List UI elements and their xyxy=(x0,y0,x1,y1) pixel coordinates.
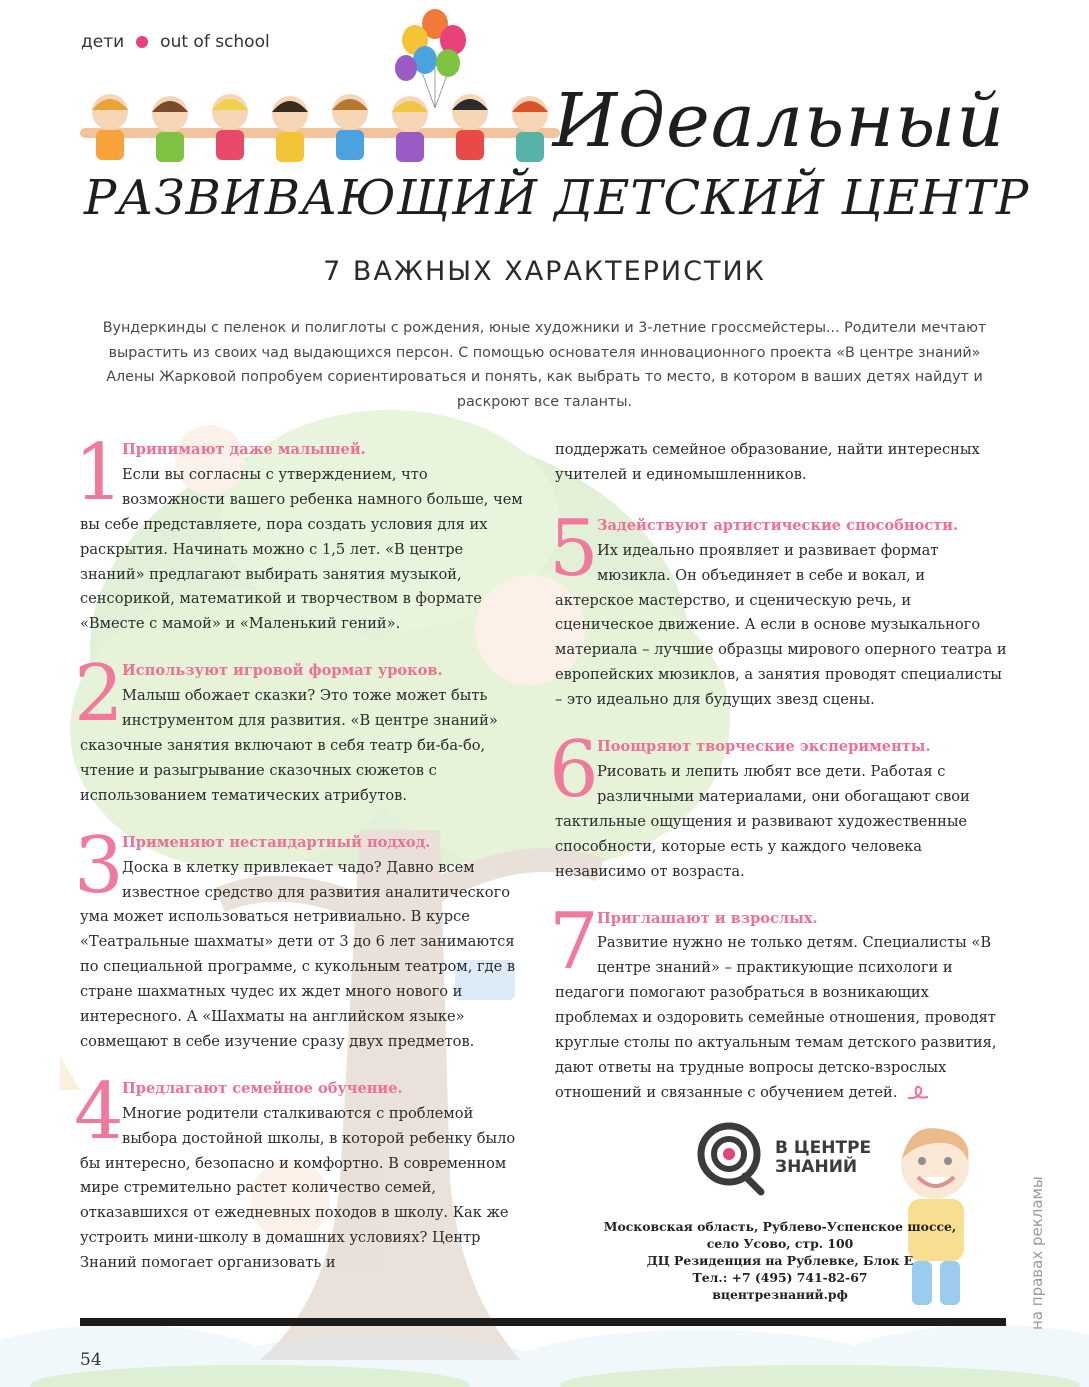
item-heading: Принимают даже малышей. xyxy=(122,441,366,458)
item-text: Рисовать и лепить любят все дети. Работая с различными материалами, они обогащают свои тактильные ощущения и развивают художественные способности, которые есть у каждого человека независимо от возраста. xyxy=(555,762,970,880)
page-subtitle: РАЗВИВАЮЩИЙ ДЕТСКИЙ ЦЕНТР xyxy=(84,170,1030,226)
address-block xyxy=(590,1218,970,1303)
item-text: Если вы согласны с утверждением, что возможности вашего ребенка намного больше, чем вы себе представляете, пора создать условия для их раскрытия. Начинать можно с 1,5 лет. «В центре знаний» предлагают выбирать занятия музыкой, сенсорикой, математикой и творчеством в формате «Вместе с мамой» и «Маленький гений». xyxy=(80,465,523,633)
item-text: Их идеально проявляет и развивает формат мюзикла. Он объединяет в себе и вокал, и актерское мастерство, и сценическую речь, и сценическое движение. А если в основе музыкального материала – лучшие образцы мирового оперного театра и европейских мюзиклов, а занятия проводят специалисты – это идеально для будущих звезд сцены. xyxy=(555,541,1007,709)
list-item xyxy=(74,649,532,808)
logo-text xyxy=(775,1139,871,1177)
kids-chain-illustration xyxy=(80,90,560,170)
item-number: 3 xyxy=(74,820,124,911)
list-item xyxy=(549,896,1007,1106)
logo-target-icon xyxy=(695,1118,767,1198)
page-title: Идеальный xyxy=(552,78,1005,164)
intro-paragraph: Вундеркинды с пеленок и полиглоты с рождения, юные художники и 3-летние гроссмейстеры... Родители мечтают вырастить из своих чад выдающихся персон. С помощью основателя инновационного проекта «В центре знаний» Алены Жарковой попробуем сориентироваться и понять, как выбрать то место, в котором в ваших детях найдут и раскроют все таланты. xyxy=(102,320,987,410)
item-heading: Приглашают и взрослых. xyxy=(597,909,818,927)
end-mark-icon xyxy=(906,1085,930,1101)
item-heading: Поощряют творческие эксперименты. xyxy=(597,738,931,756)
item-heading: Применяют нестандартный подход. xyxy=(122,833,431,851)
item-heading: Предлагают семейное обучение. xyxy=(122,1079,403,1097)
list-item xyxy=(549,725,1007,884)
logo-line: ЗНАНИЙ xyxy=(775,1157,858,1177)
item-text: Развитие нужно не только детям. Специалисты «В центре знаний» – практикующие психологи и педагоги помогают разобраться в возникающих проблемах и оздоровить семейные отношения, проводят круглые столы по актуальным темам детского развития, дают ответы на трудные вопросы детско-взрослых отношений и связанные с обучением детей. xyxy=(555,934,997,1101)
balloons-icon xyxy=(390,8,480,108)
right-column xyxy=(549,438,1007,1128)
subsection-label: out of school xyxy=(160,32,270,52)
item-number: 1 xyxy=(74,428,124,518)
item-number: 4 xyxy=(74,1066,124,1157)
bullet-dot-icon xyxy=(136,36,148,48)
left-column xyxy=(74,428,532,1298)
item-number: 5 xyxy=(549,503,599,594)
item-text: Многие родители сталкиваются с проблемой выбора достойной школы, в которой ребенку было бы интересно, безопасно и комфортно. В современном мире стремительно растет количество семей, отказавшихся от ежедневных походов в школу. Как же устроить мини-школу в домашних условиях? Центр Знаний помогает организовать и xyxy=(80,1104,516,1272)
item-heading: Задействуют артистические способности. xyxy=(597,516,959,534)
list-item xyxy=(549,503,1007,713)
section-heading: 7 ВАЖНЫХ ХАРАКТЕРИСТИК xyxy=(323,256,766,287)
section-tag xyxy=(81,32,270,52)
page-number: 54 xyxy=(80,1350,102,1370)
item-text: Малыш обожает сказки? Это тоже может быть инструментом для развития. «В центре знаний» сказочные занятия включают в себя театр би-ба-бо, чтение и разыгрывание сказочных сюжетов с использованием тематических атрибутов. xyxy=(80,687,498,804)
item-text: Доска в клетку привлекает чадо? Давно всем известное средство для развития аналитического ума может использоваться нетривиально. В курсе «Театральные шахматы» дети от 3 до 6 лет занимаются по специальной программе, с кукольным театром, где в стране шахматных чудес их ждет много нового и интересного. А «Шахматы на английском языке» совмещают в себе изучение сразу двух предметов. xyxy=(80,858,516,1050)
list-item xyxy=(74,1066,532,1276)
item-number: 6 xyxy=(549,725,599,816)
phone-line: Тел.: +7 (495) 741-82-67 xyxy=(692,1270,868,1285)
footer-rule xyxy=(80,1318,1006,1326)
advertising-note: на правах рекламы xyxy=(1028,1176,1046,1330)
list-item xyxy=(74,820,532,1055)
website-line: вцентрезнаний.рф xyxy=(712,1287,848,1302)
item-text: поддержать семейное образование, найти интересных учителей и единомышленников. xyxy=(555,441,980,483)
brand-logo xyxy=(695,1118,895,1198)
logo-line: В ЦЕНТРЕ xyxy=(775,1138,872,1158)
item-number: 2 xyxy=(74,649,124,740)
address-line: Московская область, Рублево-Успенское шоссе, xyxy=(603,1219,957,1234)
item-number: 7 xyxy=(549,896,599,987)
item-heading: Используют игровой формат уроков. xyxy=(122,662,443,680)
list-item-continuation xyxy=(555,438,1007,488)
list-item xyxy=(74,428,532,637)
address-line: ДЦ Резиденция на Рублевке, Блок Е xyxy=(646,1253,914,1268)
address-line: село Усово, стр. 100 xyxy=(706,1236,854,1251)
section-label: дети xyxy=(81,32,125,52)
